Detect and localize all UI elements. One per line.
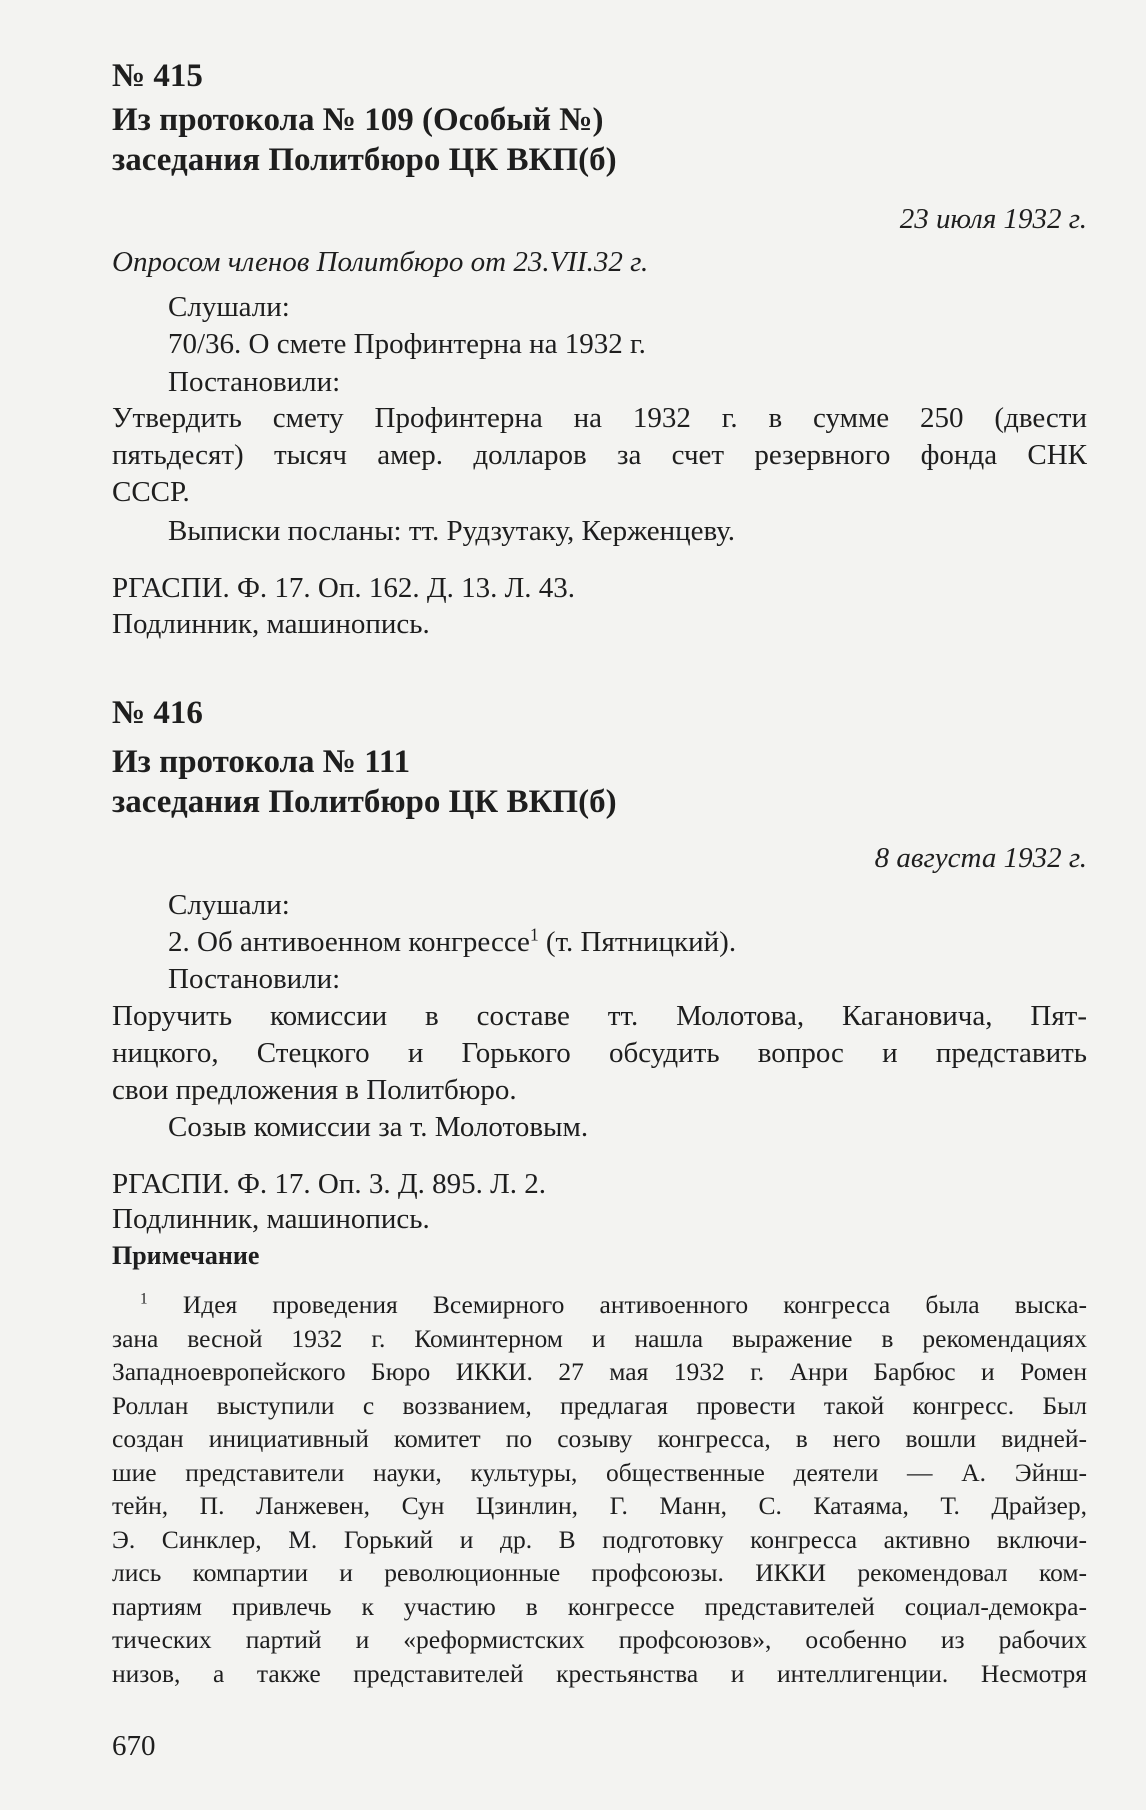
poll-note: Опросом членов Политбюро от 23.VII.32 г. [112,246,649,278]
page-number: 670 [112,1730,156,1762]
heard-label: Слушали: [168,291,290,323]
note-line: тейн, П. Ланжевен, Сун Цзинлин, Г. Манн, С. Катаяма, Т. Драйзер, [112,1491,1087,1520]
decided-label: Постановили: [168,963,341,995]
note-line: партиям привлечь к участию в конгрессе представителей социал-демокра- [112,1592,1087,1621]
decision-line: пятьдесят) тысяч амер. долларов за счет резервного фонда СНК [112,439,1087,471]
heard-item: 70/36. О смете Профинтерна на 1932 г. [168,328,646,360]
note-line: низов, а также представителей крестьянства и интеллигенции. Несмотря [112,1659,1087,1688]
decision-line: ницкого, Стецкого и Горького обсудить вопрос и представить [112,1037,1087,1069]
decided-label: Постановили: [168,366,341,398]
decision-line: свои предложения в Политбюро. [112,1074,517,1106]
original-note: Подлинник, машинопись. [112,608,430,640]
archive-source: РГАСПИ. Ф. 17. Оп. 162. Д. 13. Л. 43. [112,572,576,604]
note-heading: Примечание [112,1241,260,1270]
note-line: Э. Синклер, М. Горький и др. В подготовку конгресса активно включи- [112,1525,1087,1554]
note-line: тических партий и «реформистских профсоюзов», особенно из рабочих [112,1625,1087,1654]
doc-title-line: заседания Политбюро ЦК ВКП(б) [112,142,617,178]
original-note: Подлинник, машинопись. [112,1203,430,1235]
doc-number: № 415 [112,58,203,94]
doc-title-line: заседания Политбюро ЦК ВКП(б) [112,784,617,820]
doc-date: 8 августа 1932 г. [874,842,1087,874]
doc-title-line: Из протокола № 109 (Особый №) [112,102,604,138]
doc-number: № 416 [112,695,203,731]
heard-label: Слушали: [168,889,290,921]
decision-line: Поручить комиссии в составе тт. Молотова, Кагановича, Пят- [112,1000,1087,1032]
archive-source: РГАСПИ. Ф. 17. Оп. 3. Д. 895. Л. 2. [112,1168,547,1200]
note-line: шие представители науки, культуры, общественные деятели — А. Эйнш- [112,1458,1087,1487]
footnote-ref[interactable]: 1 [529,924,539,945]
note-line: Роллан выступили с воззванием, предлагая провести такой конгресс. Был [112,1391,1087,1420]
heard-item-text: 2. Об антивоенном конгрессе [168,926,530,958]
heard-item [168,926,1087,959]
heard-item-text: (т. Пятницкий). [538,926,737,958]
note-line-text: Идея проведения Всемирного антивоенного конгресса была выска- [182,1290,1087,1319]
note-line [140,1290,1087,1319]
note-line: создан инициативный комитет по созыву конгресса, в него вошли видней- [112,1424,1087,1453]
note-line: зана весной 1932 г. Коминтерном и нашла выражение в рекомендациях [112,1324,1087,1353]
decision-line: Утвердить смету Профинтерна на 1932 г. в сумме 250 (двести [112,402,1087,434]
decision-line: СССР. [112,476,190,508]
commission-convene: Созыв комиссии за т. Молотовым. [168,1111,589,1143]
note-line: лись компартии и революционные профсоюзы. ИККИ рекомендовал ком- [112,1558,1087,1587]
doc-title-line: Из протокола № 111 [112,744,411,780]
footnote-marker: 1 [140,1290,148,1308]
note-line: Западноевропейского Бюро ИККИ. 27 мая 1932 г. Анри Барбюс и Ромен [112,1357,1087,1386]
extracts-sent: Выписки посланы: тт. Рудзутаку, Керженцеву. [168,515,736,547]
doc-date: 23 июля 1932 г. [899,203,1087,235]
